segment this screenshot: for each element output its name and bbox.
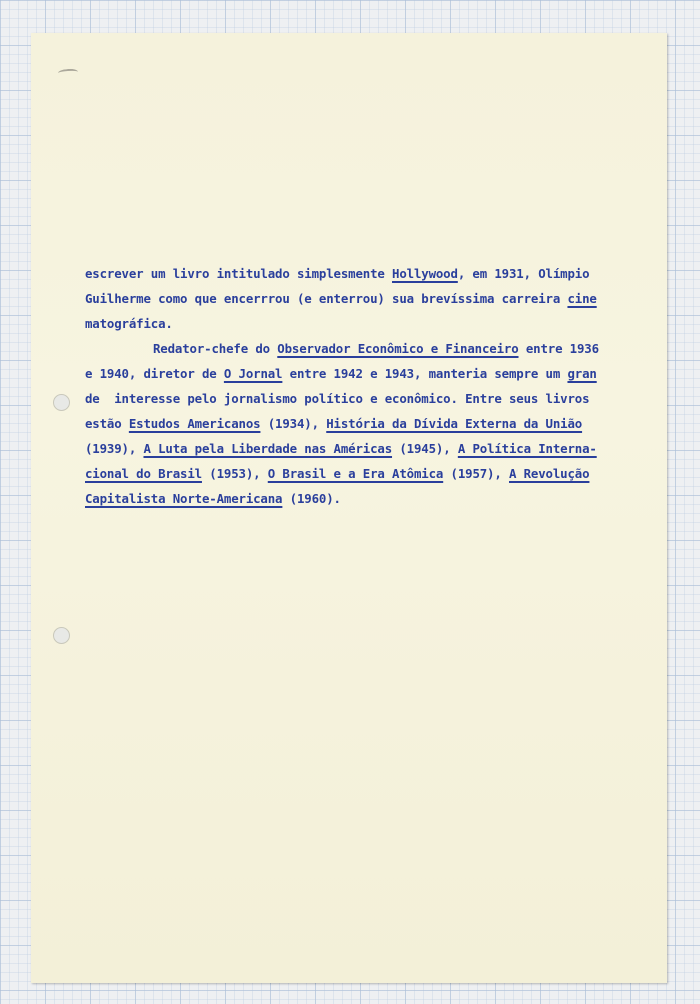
underlined-title: Capitalista Norte-Americana <box>85 491 283 506</box>
underlined-title: A Luta pela Liberdade nas Américas <box>143 441 393 456</box>
text-line <box>85 286 645 311</box>
underlined-title: A Política Interna- <box>457 441 597 456</box>
text-line <box>85 386 645 411</box>
underlined-title: gran <box>567 366 597 381</box>
underlined-title: cional do Brasil <box>85 466 202 481</box>
text-segment: entre 1936 <box>518 341 599 356</box>
punch-hole-lower <box>53 627 70 644</box>
punch-hole-upper <box>53 394 70 411</box>
text-segment: (1939), <box>85 441 144 456</box>
paper-sheet <box>31 33 667 983</box>
underlined-title: História da Dívida Externa da União <box>326 416 583 431</box>
text-segment: (1953), <box>201 466 268 481</box>
underlined-title: O Jornal <box>223 366 283 381</box>
text-segment: Redator-chefe do <box>153 341 278 356</box>
text-line <box>85 461 645 486</box>
underlined-title: O Brasil e a Era Atômica <box>267 466 444 481</box>
text-line <box>85 411 645 436</box>
underlined-title: Estudos Americanos <box>128 416 261 431</box>
text-line <box>85 436 645 461</box>
underlined-title: A Revolução <box>509 466 590 481</box>
text-segment: entre 1942 e 1943, manteria sempre um <box>282 366 568 381</box>
text-line <box>85 336 645 361</box>
text-line <box>85 486 645 511</box>
text-line <box>85 261 645 286</box>
text-segment: (1960). <box>282 491 341 506</box>
text-segment: , em 1931, Olímpio <box>457 266 590 281</box>
text-segment: de interesse pelo jornalismo político e econômico. Entre seus livros <box>85 391 590 406</box>
typewritten-text <box>85 261 645 511</box>
text-segment: (1945), <box>392 441 458 456</box>
text-segment: e 1940, diretor de <box>85 366 224 381</box>
text-segment: estão <box>85 416 129 431</box>
pencil-mark <box>58 68 78 76</box>
text-segment: (1957), <box>443 466 509 481</box>
text-segment: matográfica. <box>85 316 173 331</box>
underlined-title: Observador Econômico e Financeiro <box>277 341 519 356</box>
text-segment: (1934), <box>260 416 327 431</box>
text-segment: escrever um livro intitulado simplesmente <box>85 266 393 281</box>
underlined-title: Hollywood <box>392 266 458 281</box>
underlined-title: cine <box>567 291 597 306</box>
text-line <box>85 361 645 386</box>
text-segment: Guilherme como que encerrrou (e enterrou) sua brevíssima carreira <box>85 291 568 306</box>
text-line <box>85 311 645 336</box>
